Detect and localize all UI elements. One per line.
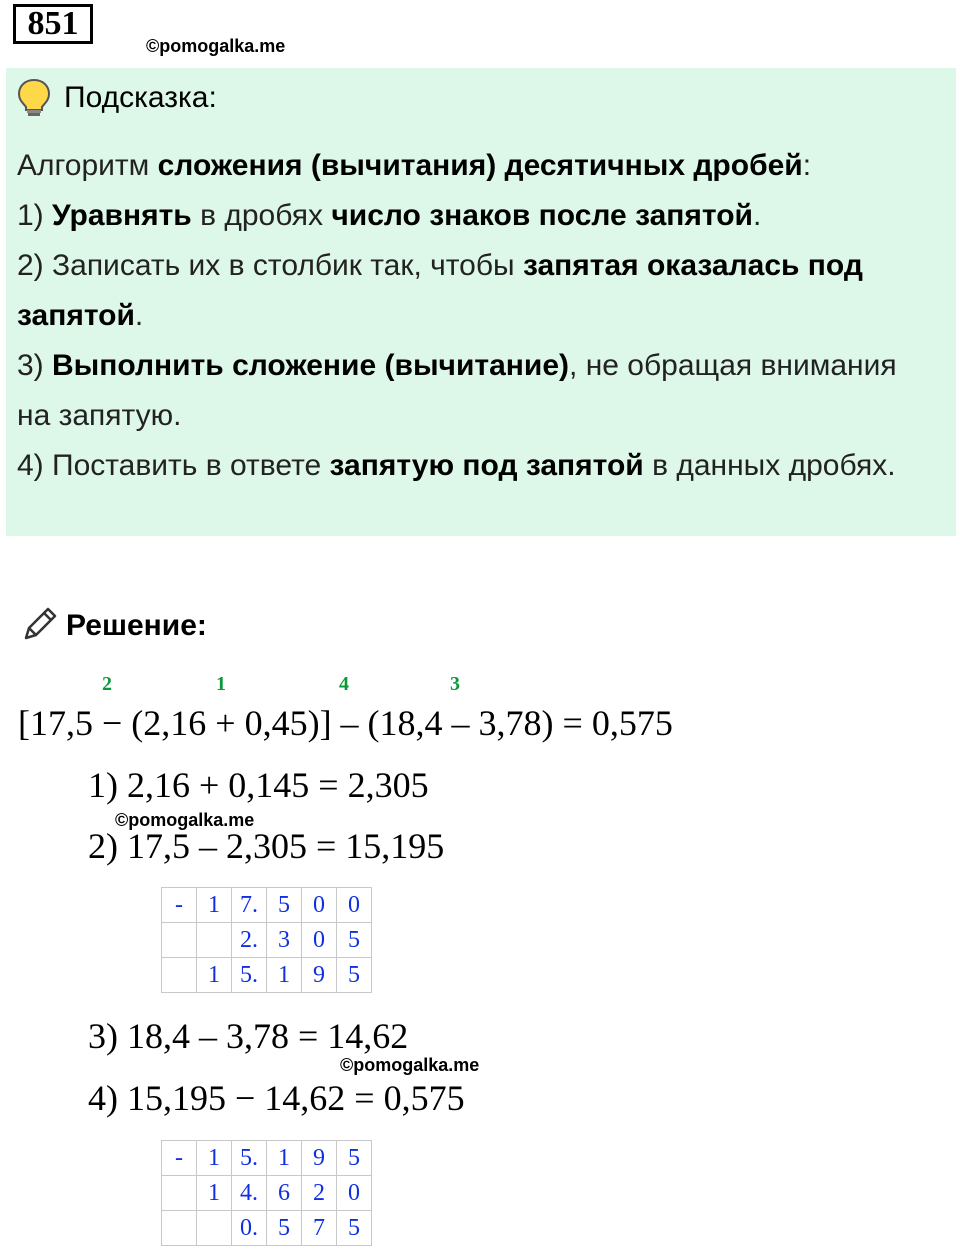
column-digit-cell: 5. (232, 958, 267, 993)
hint-text-segment: Алгоритм (17, 149, 158, 182)
hint-text-segment: 3) (17, 349, 53, 382)
column-digit-cell: 0 (302, 888, 337, 923)
hint-line (17, 446, 896, 486)
pencil-icon (20, 604, 60, 644)
column-digit-cell: 2 (302, 1176, 337, 1211)
column-digit-cell: 1 (267, 958, 302, 993)
hint-text-segment: . (134, 299, 144, 332)
order-mark: 4 (339, 673, 349, 695)
column-digit-cell: 3 (267, 923, 302, 958)
hint-line (17, 196, 761, 236)
hint-line (17, 346, 897, 386)
column-digit-cell: 9 (302, 1141, 337, 1176)
column-digit-cell: 4. (232, 1176, 267, 1211)
column-digit-cell: 1 (197, 1176, 232, 1211)
column-digit-cell: 1 (267, 1141, 302, 1176)
hint-line (17, 146, 811, 186)
column-sign-cell: - (162, 1141, 197, 1176)
column-digit-cell: 1 (197, 888, 232, 923)
hint-text-segment: в данных дробях. (643, 449, 896, 482)
column-row (162, 923, 372, 958)
column-digit-cell: 1 (197, 958, 232, 993)
column-row (162, 888, 372, 923)
watermark: ©pomogalka.me (115, 810, 255, 830)
column-sign-cell: - (162, 888, 197, 923)
watermark: ©pomogalka.me (340, 1055, 480, 1075)
hint-text-segment: на запятую. (17, 399, 182, 432)
column-digit-cell: 0 (337, 888, 372, 923)
column-digit-cell: 5 (337, 958, 372, 993)
step-2: 2) 17,5 – 2,305 = 15,195 (88, 826, 445, 866)
column-digit-cell: 0. (232, 1211, 267, 1246)
column-digit-cell: 0 (302, 923, 337, 958)
hint-title: Подсказка: (64, 81, 217, 114)
hint-text-segment: : (802, 149, 812, 182)
column-sign-cell (162, 1176, 197, 1211)
column-digit-cell: 5 (267, 1211, 302, 1246)
column-digit-cell: 9 (302, 958, 337, 993)
column-digit-cell: 7 (302, 1211, 337, 1246)
hint-bold-text: число знаков после запятой (331, 199, 753, 232)
column-digit-cell: 5 (337, 923, 372, 958)
main-expression: [17,5 − (2,16 + 0,45)] – (18,4 – 3,78) = 0,575 (18, 703, 673, 743)
hint-text-segment: в дробях (191, 199, 332, 232)
hint-bold-text: сложения (вычитания) десятичных дробей (157, 149, 803, 182)
hint-bold-text: запятой (17, 299, 135, 332)
column-subtraction-2 (161, 1140, 372, 1246)
column-row (162, 1141, 372, 1176)
hint-text-segment: 4) Поставить в ответе (17, 449, 330, 482)
column-row (162, 1176, 372, 1211)
column-digit-cell: 6 (267, 1176, 302, 1211)
hint-bold-text: запятая оказалась под (522, 249, 863, 282)
order-mark: 2 (102, 673, 112, 695)
column-digit-cell: 2. (232, 923, 267, 958)
hint-line (17, 246, 863, 286)
hint-bold-text: Уравнять (52, 199, 192, 232)
task-number: 851 (13, 4, 93, 44)
step-4: 4) 15,195 − 14,62 = 0,575 (88, 1078, 465, 1118)
column-subtraction-1 (161, 887, 372, 993)
hint-bold-text: запятую под запятой (329, 449, 644, 482)
column-sign-cell (162, 1211, 197, 1246)
column-digit-cell: 0 (337, 1176, 372, 1211)
column-digit-cell: 5 (267, 888, 302, 923)
hint-text-segment: . (752, 199, 762, 232)
column-digit-cell (197, 923, 232, 958)
column-sign-cell (162, 923, 197, 958)
hint-line (17, 396, 181, 436)
hint-text-segment: 1) (17, 199, 53, 232)
watermark: ©pomogalka.me (146, 36, 286, 56)
order-mark: 3 (450, 673, 460, 695)
column-digit-cell (197, 1211, 232, 1246)
lightbulb-icon (16, 78, 52, 118)
order-mark: 1 (216, 673, 226, 695)
step-1: 1) 2,16 + 0,145 = 2,305 (88, 765, 429, 805)
column-digit-cell: 7. (232, 888, 267, 923)
column-row (162, 1211, 372, 1246)
hint-text-segment: 2) Записать их в столбик так, чтобы (17, 249, 523, 282)
column-digit-cell: 1 (197, 1141, 232, 1176)
hint-bold-text: Выполнить сложение (вычитание) (52, 349, 570, 382)
hint-line (17, 296, 143, 336)
step-3: 3) 18,4 – 3,78 = 14,62 (88, 1016, 409, 1056)
solution-title: Решение: (66, 609, 207, 642)
hint-text-segment: , не обращая внимания (569, 349, 897, 382)
column-sign-cell (162, 958, 197, 993)
column-digit-cell: 5. (232, 1141, 267, 1176)
column-digit-cell: 5 (337, 1211, 372, 1246)
column-row (162, 958, 372, 993)
column-digit-cell: 5 (337, 1141, 372, 1176)
